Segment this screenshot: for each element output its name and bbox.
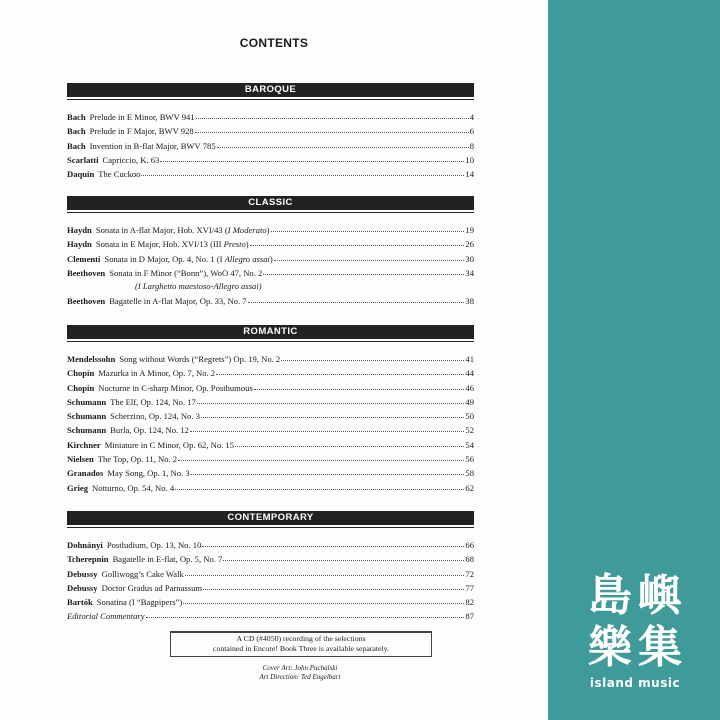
work-title [113, 554, 223, 564]
page-number: 62 [465, 482, 474, 493]
entry-list [67, 111, 474, 182]
work-title [107, 540, 202, 550]
composer-name: Debussy [67, 582, 98, 593]
work-title [92, 483, 174, 493]
composer-name: Clementi [67, 253, 101, 264]
dot-leader [216, 366, 464, 375]
composer-name: Scarlatti [67, 154, 99, 165]
work-title [107, 468, 189, 478]
page-number: 8 [469, 140, 474, 151]
work-title-text: May Song, Op. 1, No. 3 [107, 468, 190, 479]
composer-name: Schumann [67, 411, 107, 422]
editorial-label: Editorial Commentary [67, 611, 145, 622]
section-romantic [67, 325, 474, 496]
toc-entry[interactable] [67, 353, 474, 367]
section-rule [67, 527, 474, 528]
work-title-text: Sonata in E Major, Hob. XVI/13 (III [95, 239, 224, 250]
entry-list [67, 224, 474, 310]
cd-note-box [170, 631, 432, 657]
dot-leader [202, 538, 464, 547]
toc-entry[interactable] [67, 367, 474, 381]
logo-char: 樂 [588, 622, 632, 673]
movement-subline: (I Larghetto maestoso-Allegro assai) [135, 281, 262, 292]
dot-leader [271, 223, 465, 232]
work-title-text: Prelude in E Minor, BWV 941 [89, 112, 195, 122]
toc-entry[interactable] [67, 568, 474, 582]
page-title: CONTENTS [239, 36, 309, 50]
dot-leader [197, 395, 465, 404]
page-number: 52 [465, 425, 474, 436]
toc-entry[interactable] [67, 596, 474, 610]
work-title [110, 425, 189, 435]
work-tempo-marking: I Moderato [227, 225, 267, 235]
work-title-text: Mazurka in A Minor, Op. 7, No. 2 [98, 368, 216, 379]
page-number: 19 [465, 225, 474, 235]
page-number: 54 [465, 439, 474, 450]
section-rule [67, 341, 474, 342]
work-title [104, 254, 272, 264]
composer-name: Tcherepnin [67, 554, 109, 565]
page-number: 77 [465, 582, 474, 593]
work-title [105, 440, 234, 450]
work-title-close: ) [245, 239, 249, 250]
composer-name: Grieg [67, 482, 88, 493]
composer-name: Schumann [67, 396, 107, 407]
work-title [98, 368, 215, 378]
composer-name: Mendelssohn [67, 354, 116, 364]
work-title [110, 411, 200, 421]
dot-leader [175, 481, 464, 490]
logo-text: island music [589, 676, 681, 690]
dot-leader [250, 237, 465, 246]
dot-leader [281, 352, 464, 361]
work-tempo-marking: Presto [223, 239, 246, 250]
work-title-text: Bagatelle in E-flat, Op. 5, No. 7 [112, 554, 223, 565]
work-title-text: Sonatina (I “Bagpipers”) [96, 597, 183, 608]
work-tempo-marking: Allegro assai [224, 253, 270, 264]
work-title [98, 383, 253, 393]
toc-entry[interactable] [67, 238, 474, 252]
dot-leader [263, 266, 464, 275]
toc-entry[interactable] [67, 610, 474, 624]
toc-entry[interactable] [67, 539, 474, 553]
work-title [97, 597, 182, 607]
cd-note-line: contained in Encore! Book Three is available separately. [212, 644, 389, 653]
composer-name: Bach [67, 140, 86, 151]
page-number: 82 [465, 597, 474, 608]
work-title-text: The Elf, Op. 124, No. 17 [110, 396, 196, 407]
work-title [109, 268, 262, 278]
page-number: 72 [465, 568, 474, 579]
work-title [102, 583, 202, 593]
dot-leader [196, 110, 469, 119]
composer-name: Haydn [67, 225, 92, 235]
dot-leader [274, 252, 465, 261]
logo-char: 集 [638, 622, 682, 673]
work-title [119, 354, 280, 364]
island-music-logo [585, 570, 685, 690]
dot-leader [217, 139, 469, 148]
work-title-text: Nocturne in C-sharp Minor, Op. Posthumous [98, 382, 253, 393]
work-title-text: Scherzino, Op. 124, No. 3 [110, 411, 200, 422]
composer-name: Bartók [67, 597, 93, 608]
cd-note-line: A CD (#4050) recording of the selections [236, 634, 366, 643]
toc-entry[interactable] [67, 410, 474, 424]
credits [170, 664, 430, 682]
work-title [110, 397, 196, 407]
toc-entry[interactable] [67, 224, 474, 238]
dot-leader [190, 423, 464, 432]
composer-name: Haydn [67, 239, 92, 250]
work-title [98, 454, 177, 464]
work-title-text: Postludium, Op. 13, No. 10 [106, 540, 202, 550]
dot-leader [248, 294, 465, 303]
work-title [96, 239, 249, 249]
work-title-text: Burla, Op. 124, No. 12 [110, 425, 189, 436]
composer-name: Schumann [67, 425, 107, 436]
dot-leader [191, 466, 465, 475]
page-number: 6 [469, 126, 474, 137]
toc-entry[interactable] [67, 382, 474, 396]
page-number: 58 [465, 468, 474, 479]
work-title-text: Sonata in A-flat Major, Hob. XVI/43 ( [95, 225, 228, 235]
toc-entry[interactable] [67, 453, 474, 467]
toc-entry[interactable] [67, 553, 474, 567]
composer-name: Chopin [67, 368, 95, 379]
page-number: 10 [465, 154, 474, 165]
work-title-close: ) [269, 253, 273, 264]
toc-entry[interactable] [67, 582, 474, 596]
composer-name: Beethoven [67, 296, 106, 307]
toc-entry[interactable] [67, 125, 474, 139]
work-title [90, 112, 195, 122]
work-title [90, 141, 216, 151]
section-heading: CLASSIC [67, 196, 474, 210]
work-title [103, 155, 160, 165]
composer-name: Daquin [67, 169, 95, 180]
work-title-text: Song without Words (“Regrets”) Op. 19, No. 2 [119, 354, 281, 364]
toc-entry[interactable] [67, 439, 474, 453]
page-number: 41 [465, 354, 474, 364]
dot-leader [254, 381, 465, 390]
page-number: 87 [465, 611, 474, 622]
composer-name: Dohnányi [67, 540, 103, 550]
work-title-text: Miniature in C Minor, Op. 62, No. 15 [104, 439, 235, 450]
toc-entry[interactable] [67, 253, 474, 267]
work-title [109, 296, 246, 306]
section-contemporary [67, 511, 474, 625]
dot-leader [178, 452, 464, 461]
work-title-text: The Cuckoo [98, 169, 141, 180]
work-title-text: The Top, Op. 11, No. 2 [97, 454, 178, 465]
art-direction-credit: Art Direction: Ted Engelbart [259, 673, 341, 681]
page-number: 49 [465, 396, 474, 407]
composer-name: Kirchner [67, 439, 101, 450]
composer-name: Granados [67, 468, 104, 479]
toc-entry[interactable] [67, 295, 474, 309]
composer-name: Beethoven [67, 267, 106, 278]
work-title-text: Doctor Gradus ad Parnassum [101, 582, 203, 593]
toc-entry[interactable] [67, 111, 474, 125]
toc-entry[interactable] [67, 396, 474, 410]
section-heading: BAROQUE [67, 83, 474, 97]
page-number: 66 [465, 540, 474, 550]
page-number: 14 [465, 169, 474, 180]
section-heading: CONTEMPORARY [67, 511, 474, 525]
toc-entry[interactable] [67, 482, 474, 496]
logo-char: 島 [588, 570, 632, 621]
work-title-text: Capriccio, K. 63 [102, 154, 160, 165]
work-title-close: ) [266, 225, 270, 235]
toc-entry[interactable] [67, 168, 474, 182]
dot-leader [183, 595, 464, 604]
entry-list [67, 353, 474, 496]
work-title [90, 126, 194, 136]
work-title-text: Golliwogg’s Cake Walk [101, 568, 184, 579]
work-title-text: Bagatelle in A-flat Major, Op. 33, No. 7 [109, 296, 247, 307]
toc-entry[interactable] [67, 267, 474, 281]
dot-leader [160, 153, 464, 162]
dot-leader [141, 167, 464, 176]
work-title [98, 169, 140, 179]
section-heading: ROMANTIC [67, 325, 474, 339]
dot-leader [203, 581, 464, 590]
toc-entry[interactable] [67, 140, 474, 154]
toc-entry[interactable] [67, 467, 474, 481]
dot-leader [195, 124, 469, 133]
page-number: 68 [465, 554, 474, 565]
work-title [96, 225, 270, 235]
page-number: 46 [465, 382, 474, 393]
composer-name: Bach [67, 126, 86, 137]
composer-name: Chopin [67, 382, 95, 393]
logo-char: 嶼 [638, 570, 682, 621]
page-number: 4 [469, 112, 474, 122]
toc-entry[interactable] [67, 154, 474, 168]
toc-entry[interactable] [67, 424, 474, 438]
work-title-text: Prelude in F Major, BWV 928 [89, 126, 194, 137]
dot-leader [185, 567, 465, 576]
composer-name: Debussy [67, 568, 98, 579]
work-title-text: Invention in B-flat Major, BWV 785 [89, 140, 216, 151]
page-number: 50 [465, 411, 474, 422]
composer-name: Nielsen [67, 454, 94, 465]
dot-leader [201, 409, 464, 418]
section-rule [67, 212, 474, 213]
section-classic [67, 196, 474, 310]
page-number: 38 [465, 296, 474, 307]
page-number: 30 [465, 253, 474, 264]
entry-list [67, 539, 474, 625]
cover-art-credit: Cover Art: John Puchalski [262, 664, 338, 672]
section-baroque [67, 83, 474, 182]
dot-leader [223, 552, 464, 561]
dot-leader [235, 438, 464, 447]
work-title-text: Notturno, Op. 54, No. 4 [92, 482, 175, 493]
dot-leader [146, 609, 465, 618]
page-number: 44 [465, 368, 474, 379]
page-number: 34 [465, 267, 474, 278]
composer-name: Bach [67, 112, 86, 122]
section-rule [67, 99, 474, 100]
work-title [102, 569, 184, 579]
page-number: 26 [465, 239, 474, 250]
page-number: 56 [465, 454, 474, 465]
work-title-text: Sonata in D Major, Op. 4, No. 1 (I [104, 253, 225, 264]
work-title-text: Sonata in F Minor (“Bonn”), WoO 47, No. 2 [109, 267, 263, 278]
